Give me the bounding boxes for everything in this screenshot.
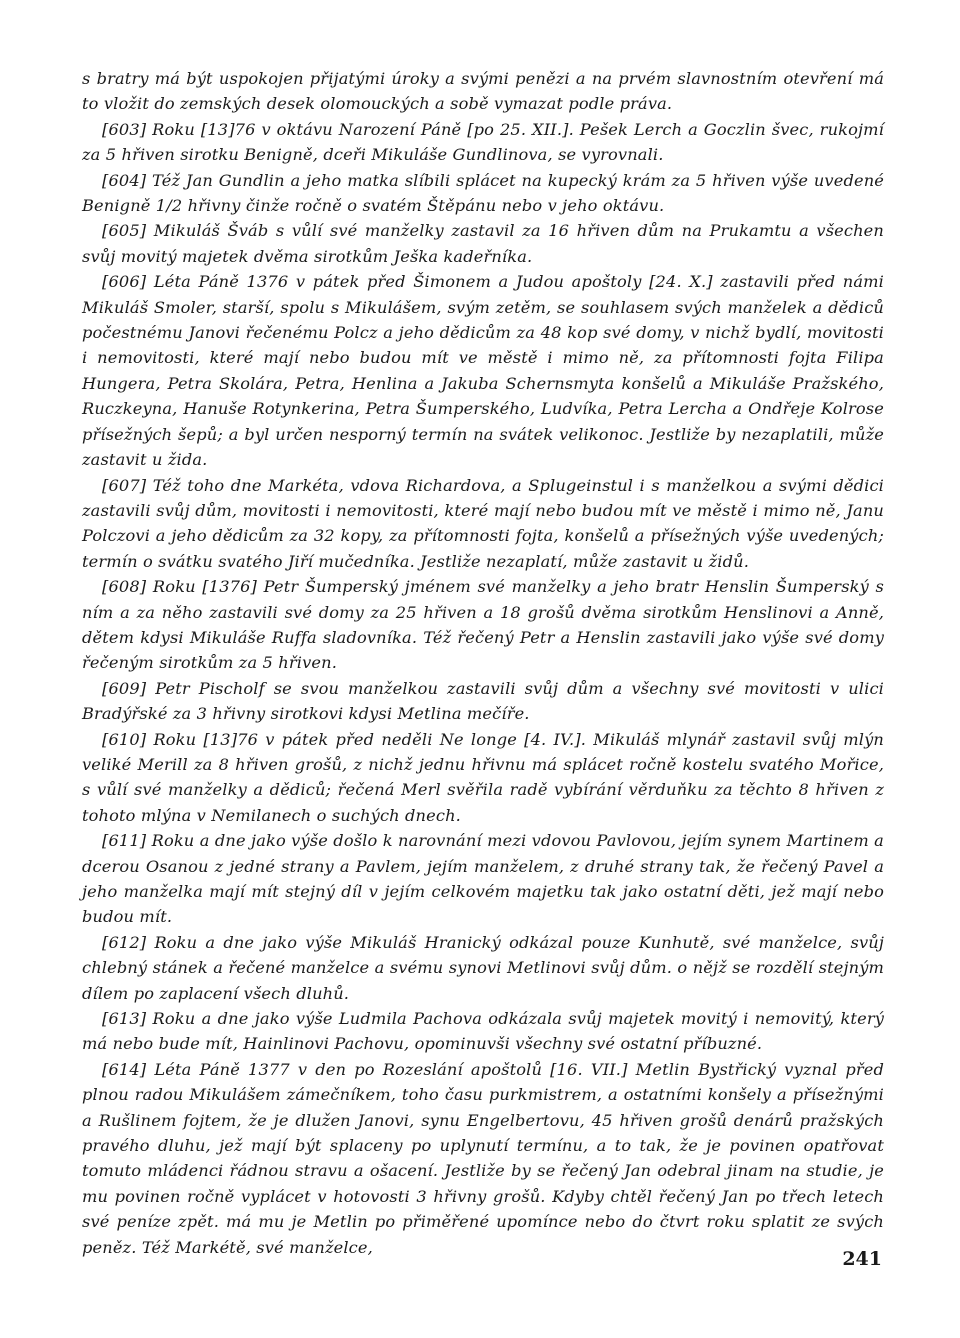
paragraph-604: [604] Též Jan Gundlin a jeho matka slíbili splácet na kupecký krám za 5 hřiven výše uvedené Benigně 1/2 hřivny činže ročně o svatém Štěpánu nebo v jeho oktávu. xyxy=(82,170,884,216)
paragraph-609: [609] Petr Pischolf se svou manželkou zastavili svůj dům a všechny své movitosti v ulici Bradýřské za 3 hřivny sirotkovi kdysi Metlina mečíře. xyxy=(82,678,884,724)
paragraph-608: [608] Roku [1376] Petr Šumperský jménem své manželky a jeho bratr Henslin Šumperský s ním a za něho zastavili své domy za 25 hřiven a 18 grošů dvěma sirotkům Henslinovi a Anně, dětem kdysi Mikuláše Ruffa sladovníka. Též řečený Petr a Henslin zastavili jako výše své domy řečeným sirotkům za 5 hřiven. xyxy=(82,577,884,673)
paragraph-613: [613] Roku a dne jako výše Ludmila Pachova odkázala svůj majetek movitý i nemovitý, který má nebo bude mít, Hainlinovi Pachovu, opominuvši všechny své ostatní příbuzné. xyxy=(82,1009,884,1054)
paragraph-614: [614] Léta Páně 1377 v den po Rozeslání apoštolů [16. VII.] Metlin Bystřický vyznal před plnou radou Mikulášem zámečníkem, toho času purkmistrem, a ostatními konšely a přísežnými a Rušlinem fojtem, že je dlužen Janovi, synu Engelbertovu, 45 hřiven grošů denárů pražských pravého dluhu, jež mají být splaceny po uplynutí termínu, a to tak, že je povinen opatřovat tomuto mládenci řádnou stravu a ošacení. Jestliže by se řečený Jan odebral jinam na studie, je mu povinen ročně vyplácet v hotovosti 3 hřivny grošů. Kdyby chtěl řečený Jan po třech letech své peníze zpět. má mu je Metlin po přiměřené upomínce nebo do čtvrt roku splatit ze svých peněz. Též Markétě, své manželce, xyxy=(82,1059,884,1257)
page-number: 241 xyxy=(842,1248,882,1270)
paragraph-611: [611] Roku a dne jako výše došlo k narovnání mezi vdovou Pavlovou, jejím synem Martinem a dcerou Osanou z jedné strany a Pavlem, jejím manželem, z druhé strany tak, že řečený Pavel a jeho manželka mají mít stejný díl v jejím celkovém majetku tak jako ostatní děti, jež mají nebo budou mít. xyxy=(82,831,884,927)
paragraph-612: [612] Roku a dne jako výše Mikuláš Hranický odkázal pouze Kunhutě, své manželce, svůj chlebný stánek a řečené manželce a svému synovi Metlinovi svůj dům. o nějž se rozdělí stejným dílem po zaplacení všech dluhů. xyxy=(82,932,884,1003)
paragraph-606: [606] Léta Páně 1376 v pátek před Šimonem a Judou apoštoly [24. X.] zastavili před námi Mikuláš Smoler, starší, spolu s Mikulášem, svým zetěm, se souhlasem svých manželek a dědiců počestnému Janovi řečenému Polcz a jeho dědicům za 48 kop své domy, v nichž bydlí, movitosti i nemovitosti, které mají nebo budou mít ve městě i mimo ně, za přítomnosti fojta Filipa Hungera, Petra Skolára, Petra, Henlina a Jakuba Schernsmyta konšelů a Mikuláše Pražského, Ruczkeyna, Hanuše Rotynkerina, Petra Šumperského, Ludvíka, Petra Lercha a Ondřeje Kolrose přísežných šepů; a byl určen nesporný termín na svátek velikonoc. Jestliže by nezaplatili, může zastavit u žida. xyxy=(82,272,884,470)
document-body xyxy=(82,66,884,1260)
paragraph-610: [610] Roku [13]76 v pátek před neděli Ne longe [4. IV.]. Mikuláš mlynář zastavil svůj mlýn veliké Merill za 8 hřiven grošů, z nichž jednu hřivnu má splácet ročně kostelu svatého Mořice, s vůlí své manželky a dědiců; řečená Merl svěřila radě vybírání věrduňku za těchto 8 hřiven z tohoto mlýna v Nemilanech o suchých dnech. xyxy=(82,729,884,825)
paragraph-603: [603] Roku [13]76 v oktávu Narození Páně [po 25. XII.]. Pešek Lerch a Goczlin švec, rukojmí za 5 hřiven sirotku Benigně, dceři Mikuláše Gundlinova, se vyrovnali. xyxy=(82,119,884,165)
paragraph-607: [607] Též toho dne Markéta, vdova Richardova, a Splugeinstul i s manželkou a svými dědici zastavili svůj dům, movitosti i nemovitosti, které mají nebo budou mít ve městě i mimo ně, Janu Polczovi a jeho dědicům za 32 kopy, za přítomnosti fojta, konšelů a přísežných výše uvedených; termín o svátku svatého Jiří mučedníka. Jestliže nezaplatí, může zastavit u židů. xyxy=(82,475,884,571)
paragraph-continuation: s bratry má být uspokojen přijatými úroky a svými penězi a na prvém slavnostním otevření má to vložit do zemských desek olomouckých a sobě vymazat podle práva. xyxy=(82,69,884,114)
paragraph-605: [605] Mikuláš Šváb s vůlí své manželky zastavil za 16 hřiven dům na Prukamtu a všechen svůj movitý majetek dvěma sirotkům Ješka kadeřníka. xyxy=(82,221,884,266)
